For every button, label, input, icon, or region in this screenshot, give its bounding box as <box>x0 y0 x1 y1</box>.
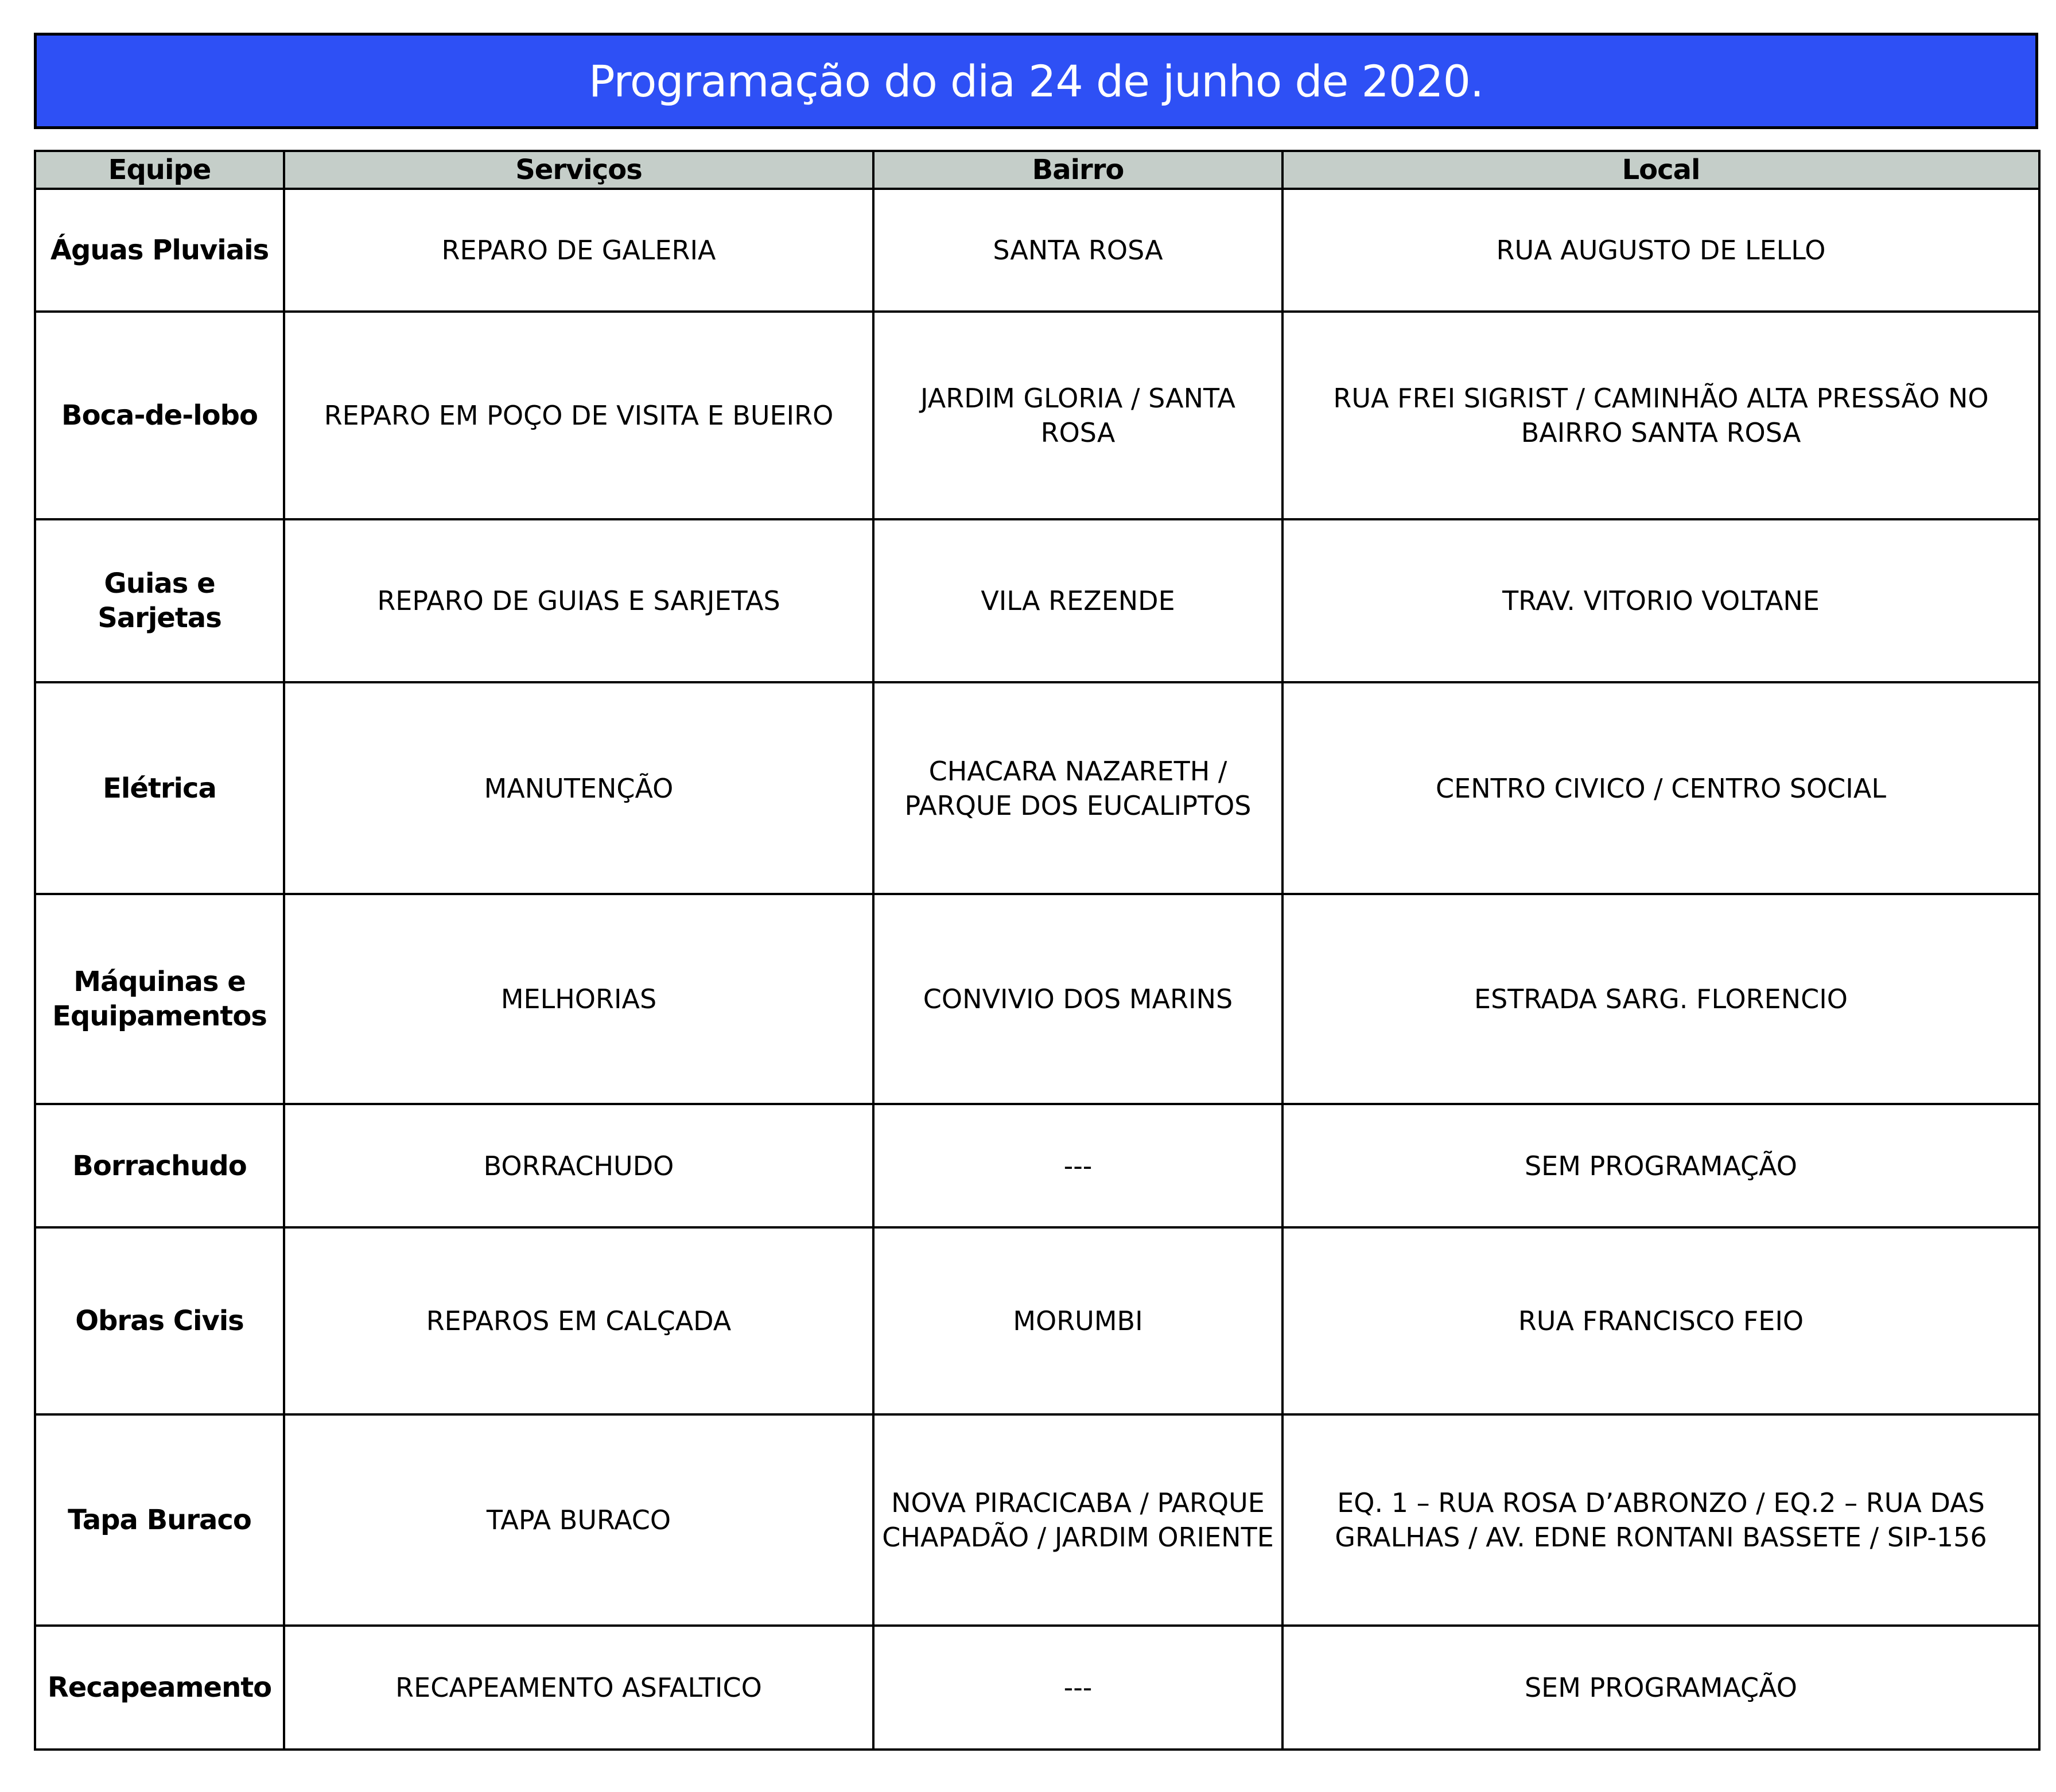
cell-servicos: BORRACHUDO <box>284 1104 873 1227</box>
cell-servicos: REPAROS EM CALÇADA <box>284 1227 873 1414</box>
title-banner <box>34 33 2038 129</box>
cell-bairro: SANTA ROSA <box>873 189 1282 312</box>
cell-bairro: --- <box>873 1104 1282 1227</box>
cell-local: EQ. 1 – RUA ROSA D’ABRONZO / EQ.2 – RUA DAS GRALHAS / AV. EDNE RONTANI BASSETE / SIP-156 <box>1282 1414 2039 1626</box>
cell-equipe: Águas Pluviais <box>35 189 284 312</box>
schedule-table <box>34 150 2041 1751</box>
cell-bairro: CONVIVIO DOS MARINS <box>873 894 1282 1104</box>
cell-servicos: MANUTENÇÃO <box>284 682 873 894</box>
cell-servicos: REPARO DE GALERIA <box>284 189 873 312</box>
table-row <box>35 312 2039 519</box>
cell-local: RUA FREI SIGRIST / CAMINHÃO ALTA PRESSÃO NO BAIRRO SANTA ROSA <box>1282 312 2039 519</box>
cell-bairro: JARDIM GLORIA / SANTA ROSA <box>873 312 1282 519</box>
cell-local: SEM PROGRAMAÇÃO <box>1282 1104 2039 1227</box>
cell-bairro: MORUMBI <box>873 1227 1282 1414</box>
table-row <box>35 894 2039 1104</box>
cell-equipe: Borrachudo <box>35 1104 284 1227</box>
cell-bairro: VILA REZENDE <box>873 519 1282 682</box>
table-row <box>35 1104 2039 1227</box>
header-local: Local <box>1282 151 2039 189</box>
page-title: Programação do dia 24 de junho de 2020. <box>588 55 1484 107</box>
table-row <box>35 1227 2039 1414</box>
cell-bairro: NOVA PIRACICABA / PARQUE CHAPADÃO / JARDIM ORIENTE <box>873 1414 1282 1626</box>
table-row <box>35 1414 2039 1626</box>
cell-local: SEM PROGRAMAÇÃO <box>1282 1626 2039 1750</box>
cell-servicos: REPARO DE GUIAS E SARJETAS <box>284 519 873 682</box>
cell-local: ESTRADA SARG. FLORENCIO <box>1282 894 2039 1104</box>
table-header-row <box>35 151 2039 189</box>
cell-equipe: Tapa Buraco <box>35 1414 284 1626</box>
cell-equipe: Boca-de-lobo <box>35 312 284 519</box>
cell-equipe: Elétrica <box>35 682 284 894</box>
cell-bairro: CHACARA NAZARETH / PARQUE DOS EUCALIPTOS <box>873 682 1282 894</box>
table-row <box>35 1626 2039 1750</box>
table-row <box>35 682 2039 894</box>
cell-local: RUA AUGUSTO DE LELLO <box>1282 189 2039 312</box>
cell-equipe: Obras Civis <box>35 1227 284 1414</box>
cell-equipe: Máquinas e Equipamentos <box>35 894 284 1104</box>
cell-servicos: TAPA BURACO <box>284 1414 873 1626</box>
header-equipe: Equipe <box>35 151 284 189</box>
cell-servicos: REPARO EM POÇO DE VISITA E BUEIRO <box>284 312 873 519</box>
cell-local: RUA FRANCISCO FEIO <box>1282 1227 2039 1414</box>
header-bairro: Bairro <box>873 151 1282 189</box>
cell-servicos: RECAPEAMENTO ASFALTICO <box>284 1626 873 1750</box>
table-row <box>35 189 2039 312</box>
cell-local: CENTRO CIVICO / CENTRO SOCIAL <box>1282 682 2039 894</box>
cell-equipe: Guias e Sarjetas <box>35 519 284 682</box>
cell-servicos: MELHORIAS <box>284 894 873 1104</box>
table-row <box>35 519 2039 682</box>
header-servicos: Serviços <box>284 151 873 189</box>
cell-bairro: --- <box>873 1626 1282 1750</box>
cell-equipe: Recapeamento <box>35 1626 284 1750</box>
cell-local: TRAV. VITORIO VOLTANE <box>1282 519 2039 682</box>
